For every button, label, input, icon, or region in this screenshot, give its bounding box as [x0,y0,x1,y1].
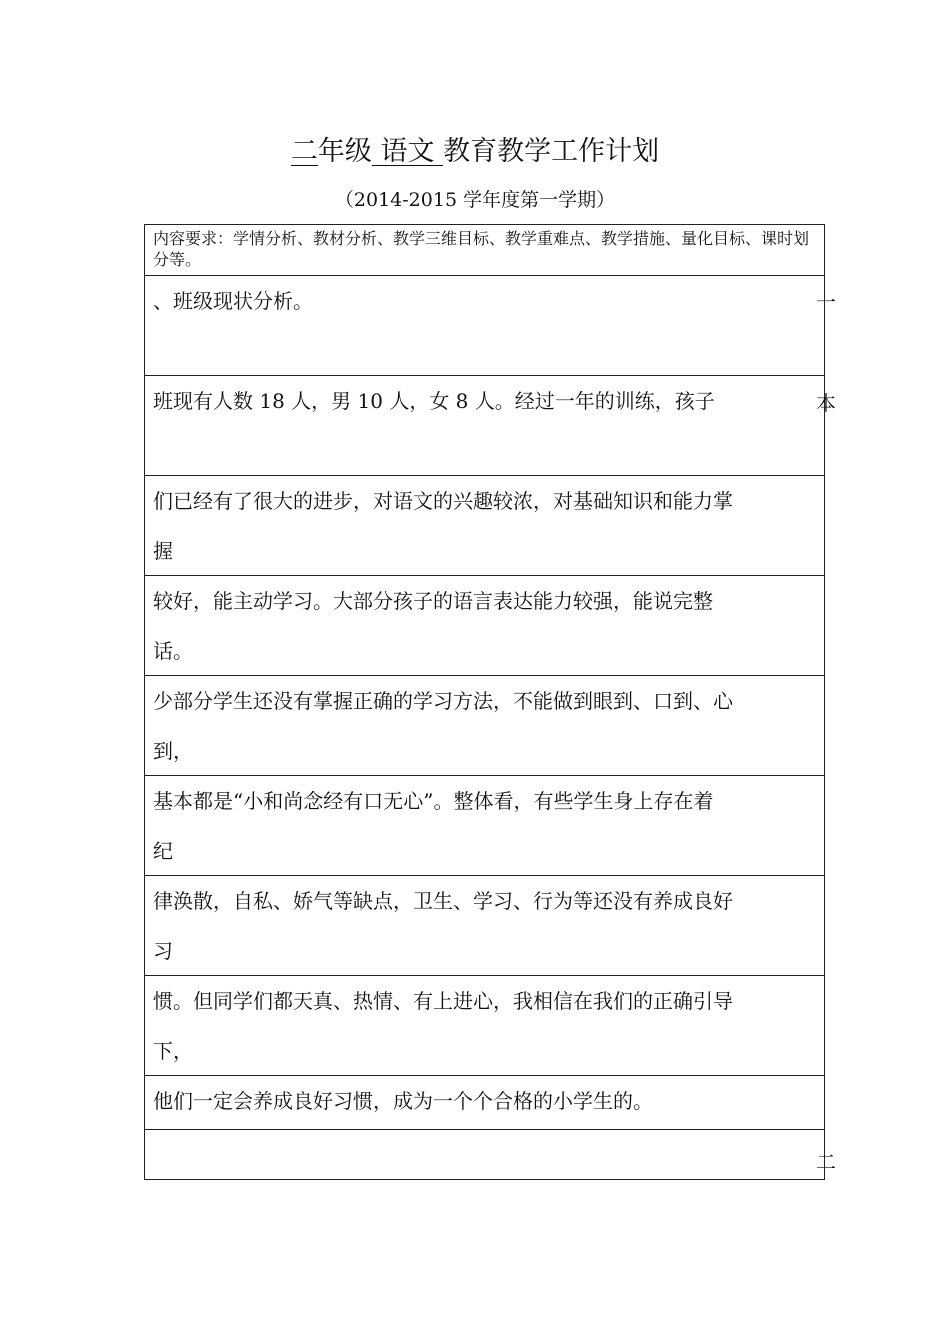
row-line: 握 [153,539,173,563]
table-row [144,776,825,876]
margin-char: 本 [816,391,836,415]
row-line: 惯。但同学们都天真、热情、有上进心，我相信在我们的正确引导 [153,989,733,1013]
content-requirements-cell [144,225,825,276]
row-line: 话。 [153,639,193,663]
table-row [144,576,825,676]
row-line: 习 [153,939,173,963]
table-row [144,476,825,576]
title-rest: 教育教学工作计划 [443,136,660,167]
row-line: 班现有人数 18 人，男 10 人，女 8 人。经过一年的训练，孩子 [153,389,715,413]
margin-char: 一 [816,290,836,314]
table-row [144,676,825,776]
row-line: 他们一定会养成良好习惯，成为一个个合格的小学生的。 [153,1089,653,1113]
table-row [144,376,825,476]
table-row [144,1076,825,1130]
table-row-empty [144,1130,825,1180]
content-requirements-text: 内容要求：学情分析、教材分析、教学三维目标、教学重难点、教学措施、量化目标、课时划分等。 [153,229,810,269]
row-line: 到， [153,739,193,763]
row-line: 下， [153,1039,193,1063]
row-line: 们已经有了很大的进步，对语文的兴趣较浓，对基础知识和能力掌 [153,489,733,513]
row-line: 少部分学生还没有掌握正确的学习方法，不能做到眼到、口到、心 [153,689,733,713]
row-line: 较好，能主动学习。大部分孩子的语言表达能力较强，能说完整 [153,589,713,613]
semester-subtitle: （2014-2015 学年度第一学期） [334,189,616,211]
grade-number: 二 [290,136,318,167]
row-line: 、班级现状分析。 [153,289,313,313]
page-title [0,132,950,172]
margin-char: 二 [816,1150,836,1174]
table-row [144,976,825,1076]
row-line: 律涣散，自私、娇气等缺点，卫生、学习、行为等还没有养成良好 [153,889,733,913]
subject-name: 语文 [371,136,444,167]
table-row [144,876,825,976]
table-row [144,276,825,376]
plan-table [144,224,825,1180]
row-line: 纪 [153,839,173,863]
row-line: 基本都是“小和尚念经有口无心”。整体看，有些学生身上存在着 [153,789,714,813]
title-grade-word: 年级 [317,136,372,167]
